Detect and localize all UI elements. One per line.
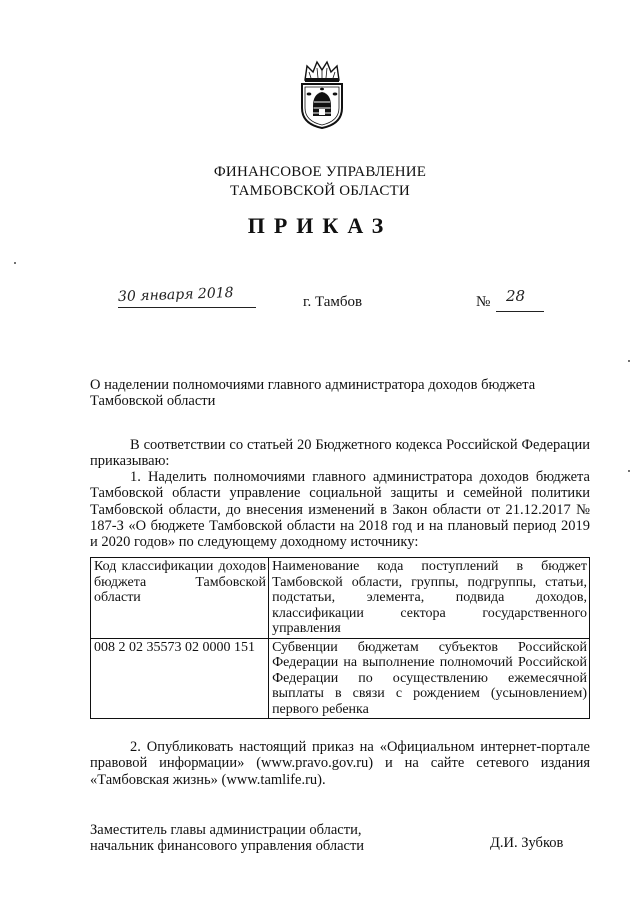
- table-header-name: Наименование кода поступлений в бюджет Тамбовской области, группы, подгруппы, статьи, подстатьи, элемента, подвида доходов, классификации сектора государственного управления: [269, 558, 590, 639]
- item-2-paragraph: 2. Опубликовать настоящий приказ на «Официальном интернет-портале правовой информации» (www.pravo.gov.ru) и на сайте сетевого издания «Тамбовская жизнь» (www.tamlife.ru).: [90, 739, 590, 788]
- scan-speck: [14, 262, 16, 264]
- table-cell-code: 008 2 02 35573 02 0000 151: [91, 638, 269, 719]
- signatory-name: Д.И. Зубков: [490, 835, 564, 851]
- item-1-paragraph: 1. Наделить полномочиями главного администратора доходов бюджета Тамбовской области управление социальной защиты и семейной политики Тамбовской области, до внесения изменений в Закон области от 21.12.2017 № 187-З «О бюджете Тамбовской области на 2018 год и на плановый период 2019 и 2020 годов» по следующему доходному источнику:: [90, 469, 590, 551]
- signatory-position-line2: начальник финансового управления области: [90, 838, 365, 854]
- scan-speck: [628, 470, 630, 472]
- order-subject: О наделении полномочиями главного администратора доходов бюджета Тамбовской области: [90, 377, 536, 409]
- document-type-title: ПРИКАЗ: [247, 213, 393, 238]
- intro-paragraph: В соответствии со статьей 20 Бюджетного кодекса Российской Федерации приказываю:: [90, 437, 590, 470]
- signatory-position-line1: Заместитель главы администрации области,: [90, 822, 362, 838]
- handwritten-date: 30 января 2018: [117, 284, 234, 306]
- table-header-row: [91, 558, 590, 639]
- scan-speck: [628, 360, 630, 362]
- handwritten-number: 28: [506, 287, 526, 305]
- city-name: г. Тамбов: [303, 294, 363, 310]
- table-row: [91, 638, 590, 719]
- organization-name-line2: ТАМБОВСКОЙ ОБЛАСТИ: [230, 183, 410, 199]
- date-underline: [118, 307, 256, 308]
- coat-of-arms-icon: [297, 58, 347, 130]
- number-underline: [496, 311, 544, 312]
- table-header-code: Код классификации доходов бюджета Тамбовской области: [91, 558, 269, 639]
- revenue-source-table: [90, 557, 590, 719]
- organization-name-line1: ФИНАНСОВОЕ УПРАВЛЕНИЕ: [213, 164, 427, 180]
- table-cell-name: Субвенции бюджетам субъектов Российской Федерации на выполнение полномочий Российской Федерации по осуществлению ежемесячной выплаты в связи с рождением (усыновлением) первого ребенка: [269, 638, 590, 719]
- signatory-position: [90, 822, 364, 854]
- number-sign: №: [476, 294, 491, 310]
